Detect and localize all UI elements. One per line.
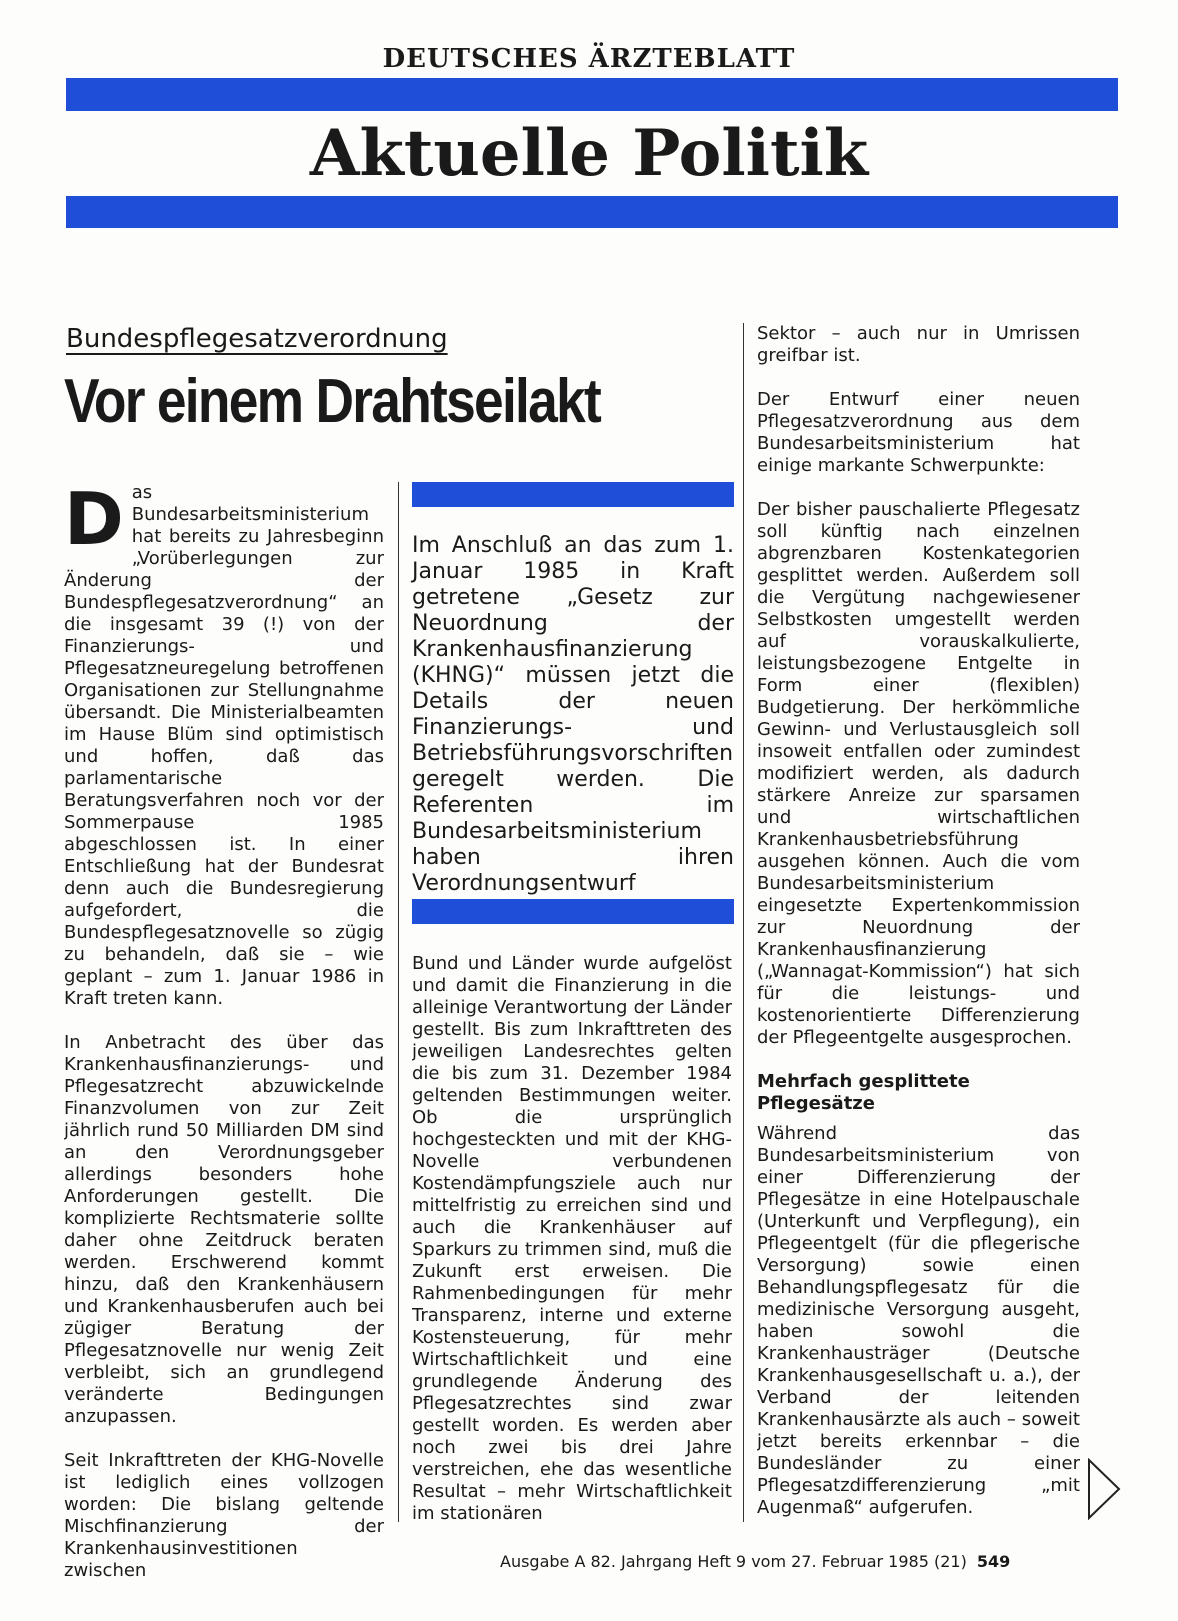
subheading: Mehrfach gesplittete Pflegesätze: [757, 1071, 970, 1114]
column-rule: [743, 323, 744, 1522]
paragraph: [64, 482, 384, 1010]
paragraph: In Anbetracht des über das Krankenhausfinanzierungs- und Pflegesatzrecht abzuwickelnde Finanzvolumen von zur Zeit jährlich rund 50 Milliarden DM sind an den Verordnungsgeber allerdings besonders hohe Anforderungen gestellt. Die komplizierte Rechtsmaterie sollte daher ohne Zeitdruck beraten werden. Erschwerend kommt hinzu, daß den Krankenhäusern und Krankenhausberufen auch bei zügiger Beratung der Pflegesatznovelle nur wenig Zeit verbleibt, sich an grundlegend veränderte Bedingungen anzupassen.: [64, 1032, 384, 1427]
callout-text: Im Anschluß an das zum 1. Januar 1985 in Kraft getretene „Gesetz zur Neuordnung der Krankenhausfinanzierung (KHNG)“ müssen jetzt die Details der neuen Finanzierungs- und Betriebsführungsvorschriften geregelt werden. Die Referenten im Bundesarbeitsministerium haben ihren Verordnungsentwurf: [412, 533, 734, 896]
header-band-bottom: [66, 196, 1118, 228]
article-headline: Vor einem Drahtseilakt: [64, 367, 601, 436]
column-3: [757, 323, 1080, 1519]
column-rule: [398, 482, 399, 1522]
callout-band-bottom: [412, 899, 734, 924]
paragraph: Der Entwurf einer neuen Pflegesatzverordnung aus dem Bundesarbeitsministerium hat einige markante Schwerpunkte:: [757, 389, 1080, 476]
masthead: DEUTSCHES ÄRZTEBLATT: [382, 44, 796, 74]
paragraph: Während das Bundesarbeitsministerium von einer Differenzierung der Pflegesätze in eine Hotelpauschale (Unterkunft und Verpflegung), ein Pflegeentgelt (für die pflegerische Versorgung) sowie einen Behandlungspflegesatz für die medizinische Versorgung ausgeht, haben sowohl die Krankenhausträger (Deutsche Krankenhausgesellschaft u. a.), der Verband der leitenden Krankenhausärzte als auch – soweit jetzt bereits erkennbar – die Bundesländer zu einer Pflegesatzdifferenzierung „mit Augenmaß“ aufgerufen.: [757, 1123, 1080, 1518]
header-band-top: [66, 78, 1118, 111]
continue-arrow-icon: [1087, 1458, 1121, 1520]
paragraph: Sektor – auch nur in Umrissen greifbar ist.: [757, 323, 1080, 366]
paragraph: Seit Inkrafttreten der KHG-Novelle ist lediglich eines vollzogen worden: Die bislang geltende Mischfinanzierung der Krankenhausinvestitionen zwischen: [64, 1450, 384, 1581]
callout-band-top: [412, 482, 734, 507]
column-2: [412, 953, 732, 1525]
paragraph-text: as Bundesarbeitsministerium hat bereits zu Jahresbeginn „Vorüberlegungen zur Änderung der Bundespflegesatzverordnung“ an die insgesamt 39 (!) von der Finanzierungs- und Pflegesatzneuregelung betroffenen Organisationen zur Stellungnahme übersandt. Die Ministerialbeamten im Hause Blüm sind optimistisch und hoffen, daß das parlamentarische Beratungsverfahren noch vor der Sommerpause 1985 abgeschlossen ist. In einer Entschließung hat der Bundesrat denn auch die Bundesregierung aufgefordert, die Bundespflegesatznovelle so zügig zu behandeln, daß sie – wie geplant – zum 1. Januar 1986 in Kraft treten kann.: [64, 482, 384, 1009]
article-kicker: Bundespflegesatzverordnung: [66, 324, 448, 354]
page-footer: [500, 1552, 1010, 1571]
page-number: 549: [976, 1552, 1011, 1571]
paragraph: Der bisher pauschalierte Pflegesatz soll künftig nach einzelnen abgrenzbaren Kostenkategorien gesplittet werden. Außerdem soll die Vergütung nachgewiesener Selbstkosten umgestellt werden auf vorauskalkulierte, leistungsbezogene Entgelte in Form einer (flexiblen) Budgetierung. Der herkömmliche Gewinn- und Verlustausgleich soll insoweit entfallen oder zumindest modifiziert werden, als dadurch stärkere Anreize zur sparsamen und wirtschaftlichen Krankenhausbetriebsführung ausgehen können. Auch die vom Bundesarbeitsministerium eingesetzte Expertenkommission zur Neuordnung der Krankenhausfinanzierung („Wannagat-Kommission“) hat sich für die leistungs- und kostenorientierte Differenzierung der Pflegeentgelte ausgesprochen.: [757, 499, 1080, 1048]
issue-info: Ausgabe A 82. Jahrgang Heft 9 vom 27. Februar 1985 (21): [500, 1552, 967, 1571]
column-1: [64, 482, 384, 1582]
section-title: Aktuelle Politik: [309, 116, 869, 191]
paragraph: Bund und Länder wurde aufgelöst und damit die Finanzierung in die alleinige Verantwortung der Länder gestellt. Bis zum Inkrafttreten des jeweiligen Landesrechtes gelten die bis zum 31. Dezember 1984 geltenden Bestimmungen weiter. Ob die ursprünglich hochgesteckten und mit der KHG-Novelle verbundenen Kostendämpfungsziele auch nur mittelfristig zu erreichen sind und auch die Krankenhäuser auf Sparkurs zu trimmen sind, muß die Zukunft erst erweisen. Die Rahmenbedingungen für mehr Transparenz, interne und externe Kostensteuerung, für mehr Wirtschaftlichkeit und eine grundlegende Änderung des Pflegesatzrechtes sind zwar gestellt worden. Es werden aber noch zwei bis drei Jahre verstreichen, ehe das wesentliche Resultat – mehr Wirtschaftlichkeit im stationären: [412, 953, 732, 1524]
drop-cap: D: [64, 482, 124, 561]
